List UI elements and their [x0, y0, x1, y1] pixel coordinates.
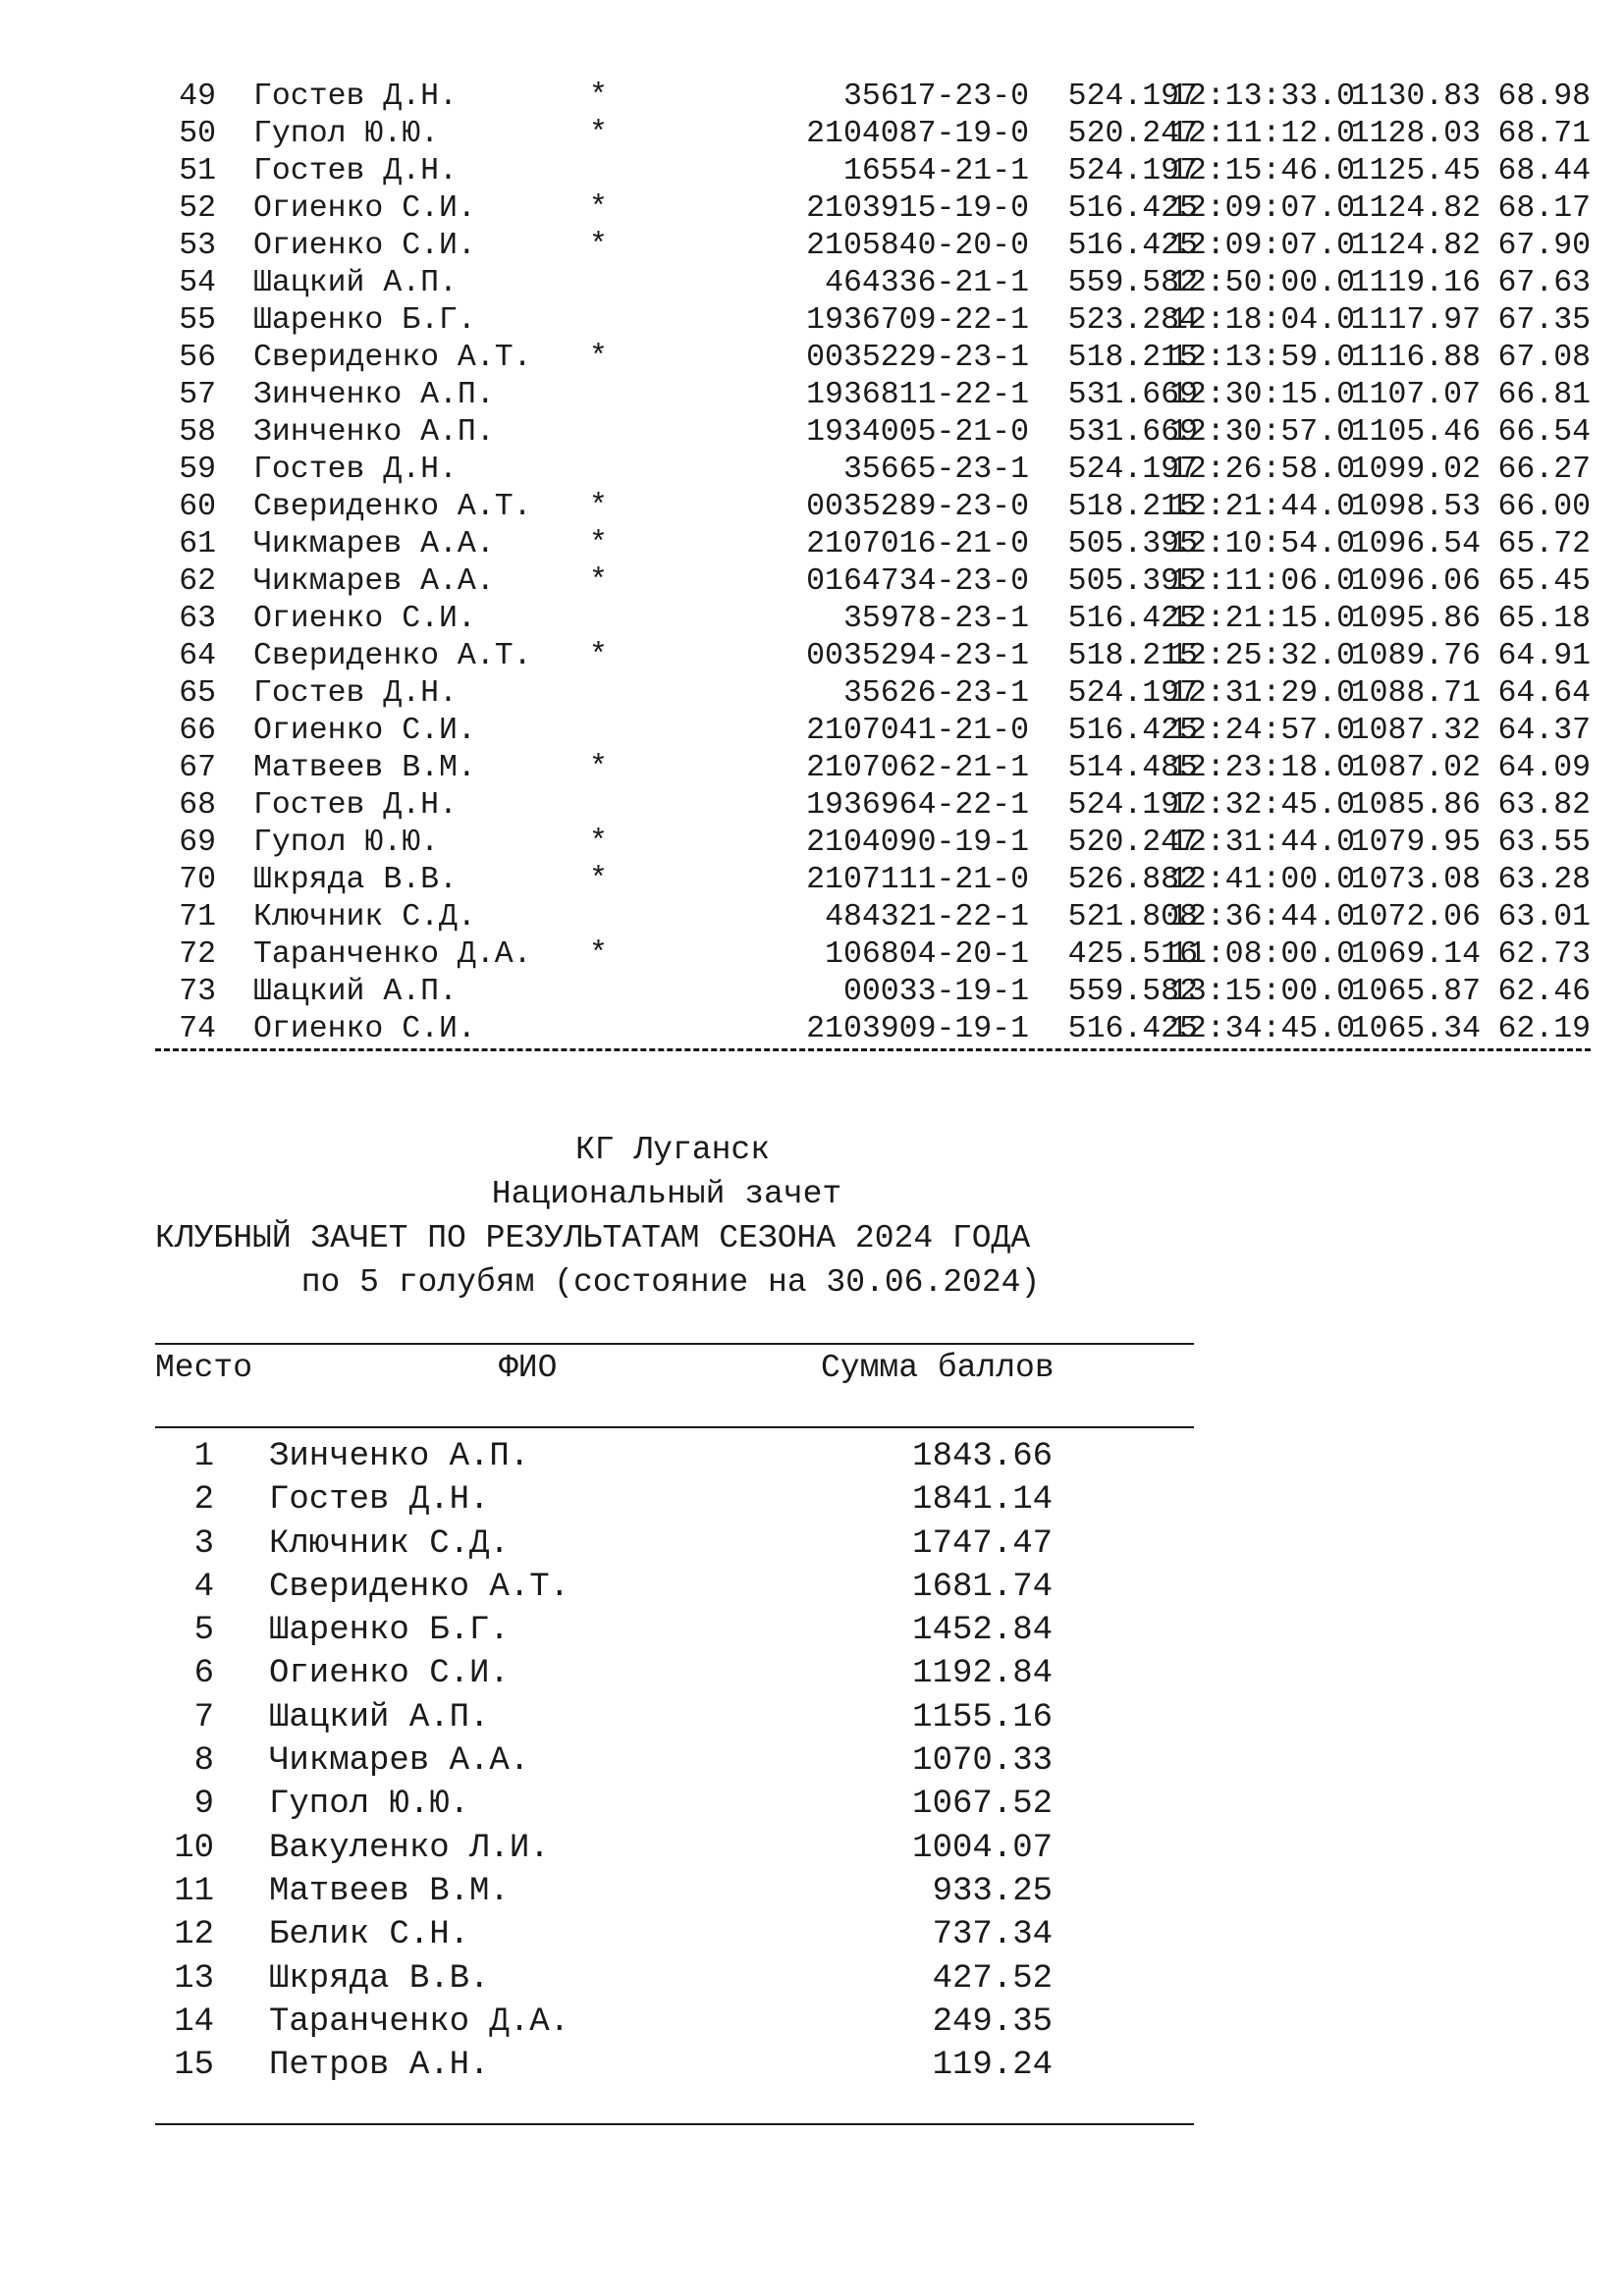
result-points: 66.54 [1497, 415, 1591, 450]
table-row [155, 1739, 1196, 1783]
result-star: * [589, 527, 608, 561]
result-points: 64.64 [1497, 676, 1591, 711]
result-speed: 1096.06 [1350, 564, 1481, 599]
result-place: 52 [179, 191, 216, 226]
standing-place: 13 [174, 1959, 214, 1998]
standing-place: 9 [193, 1786, 214, 1824]
table-row [155, 1435, 1196, 1478]
table-row [157, 79, 1591, 116]
result-place: 72 [179, 937, 216, 972]
result-points: 68.98 [1497, 80, 1591, 114]
result-dist: 524.197 [1067, 788, 1198, 823]
result-points: 67.08 [1497, 341, 1591, 375]
result-ring: 1934005-21-0 [806, 415, 1029, 450]
result-time: 11:08:00.0 [1168, 937, 1355, 972]
standing-name: Чикмарев А.А. [269, 1742, 530, 1781]
header-rule-top [155, 1343, 1194, 1345]
result-time: 12:25:32.0 [1168, 639, 1355, 673]
dashed-divider [155, 1048, 1591, 1051]
result-time: 12:36:44.0 [1168, 900, 1355, 934]
result-name: Гостев Д.Н. [253, 676, 458, 711]
standing-sum: 1067.52 [912, 1786, 1053, 1824]
table-row [155, 1609, 1196, 1652]
result-time: 12:26:58.0 [1168, 453, 1355, 487]
result-dist: 559.582 [1067, 975, 1198, 1009]
standing-place: 6 [193, 1655, 214, 1693]
result-ring: 35665-23-1 [842, 453, 1029, 487]
result-dist: 505.395 [1067, 527, 1198, 561]
standing-place: 8 [193, 1742, 214, 1781]
result-dist: 505.395 [1067, 564, 1198, 599]
result-time: 12:11:06.0 [1168, 564, 1355, 599]
result-points: 63.82 [1497, 788, 1591, 823]
table-row [157, 750, 1591, 787]
result-speed: 1073.08 [1350, 863, 1481, 897]
standing-place: 2 [193, 1481, 214, 1520]
table-row [157, 638, 1591, 675]
table-row [157, 1011, 1591, 1048]
standing-name: Шацкий А.П. [269, 1698, 490, 1736]
standing-name: Гостев Д.Н. [269, 1481, 490, 1520]
table-row [157, 340, 1591, 377]
result-points: 62.19 [1497, 1012, 1591, 1046]
standing-name: Свериденко А.Т. [269, 1568, 570, 1606]
result-dist: 425.516 [1067, 937, 1198, 972]
result-points: 65.18 [1497, 602, 1591, 636]
standing-sum: 1747.47 [912, 1524, 1053, 1563]
result-place: 63 [179, 602, 216, 636]
result-time: 12:32:45.0 [1168, 788, 1355, 823]
standing-place: 11 [174, 1872, 214, 1910]
result-name: Таранченко Д.А. [253, 937, 532, 972]
header-rule-bottom [155, 1426, 1194, 1428]
result-speed: 1124.82 [1350, 191, 1481, 226]
result-points: 66.27 [1497, 453, 1591, 487]
result-place: 54 [179, 266, 216, 300]
standing-place: 15 [174, 2047, 214, 2085]
result-star: * [589, 863, 608, 897]
table-row [157, 526, 1591, 563]
standing-sum: 737.34 [932, 1916, 1053, 1954]
result-speed: 1095.86 [1350, 602, 1481, 636]
table-row [157, 862, 1591, 899]
result-name: Гупол Ю.Ю. [253, 826, 440, 860]
standing-sum: 1155.16 [912, 1698, 1053, 1736]
club-standings-table [155, 1435, 1196, 2087]
table-row [157, 190, 1591, 228]
standing-name: Огиенко С.И. [269, 1655, 510, 1693]
table-row [157, 228, 1591, 265]
result-time: 13:15:00.0 [1168, 975, 1355, 1009]
result-ring: 00033-19-1 [842, 975, 1029, 1009]
result-dist: 559.582 [1067, 266, 1198, 300]
result-dist: 531.669 [1067, 415, 1198, 450]
result-ring: 2107062-21-1 [806, 751, 1029, 785]
result-name: Гостев Д.Н. [253, 788, 458, 823]
result-ring: 2105840-20-0 [806, 229, 1029, 263]
result-ring: 2103915-19-0 [806, 191, 1029, 226]
result-place: 74 [179, 1012, 216, 1046]
result-star: * [589, 80, 608, 114]
table-row [157, 377, 1591, 414]
result-speed: 1072.06 [1350, 900, 1481, 934]
result-speed: 1089.76 [1350, 639, 1481, 673]
result-points: 68.44 [1497, 154, 1591, 188]
result-dist: 520.247 [1067, 117, 1198, 151]
result-dist: 514.485 [1067, 751, 1198, 785]
result-name: Огиенко С.И. [253, 191, 476, 226]
table-row [157, 563, 1591, 601]
result-ring: 1936811-22-1 [806, 378, 1029, 412]
result-place: 58 [179, 415, 216, 450]
result-star: * [589, 490, 608, 524]
result-place: 73 [179, 975, 216, 1009]
result-time: 12:10:54.0 [1168, 527, 1355, 561]
result-points: 68.71 [1497, 117, 1591, 151]
result-time: 12:30:57.0 [1168, 415, 1355, 450]
result-place: 50 [179, 117, 216, 151]
result-name: Шаренко Б.Г. [253, 303, 476, 338]
table-row [157, 414, 1591, 452]
result-dist: 518.215 [1067, 639, 1198, 673]
result-ring: 2107016-21-0 [806, 527, 1029, 561]
result-name: Гупол Ю.Ю. [253, 117, 440, 151]
result-points: 64.91 [1497, 639, 1591, 673]
table-row [155, 1957, 1196, 2001]
result-points: 62.73 [1497, 937, 1591, 972]
result-ring: 0035289-23-0 [806, 490, 1029, 524]
result-points: 67.35 [1497, 303, 1591, 338]
result-star: * [589, 751, 608, 785]
result-ring: 2107111-21-0 [806, 863, 1029, 897]
table-row [157, 713, 1591, 750]
result-time: 12:09:07.0 [1168, 191, 1355, 226]
standing-place: 12 [174, 1916, 214, 1954]
table-row [157, 489, 1591, 526]
table-row [155, 1913, 1196, 1956]
column-header-sum: Сумма баллов [821, 1350, 1055, 1386]
result-speed: 1130.83 [1350, 80, 1481, 114]
result-place: 57 [179, 378, 216, 412]
result-dist: 524.197 [1067, 453, 1198, 487]
result-place: 64 [179, 639, 216, 673]
result-place: 61 [179, 527, 216, 561]
result-dist: 521.808 [1067, 900, 1198, 934]
result-name: Ключник С.Д. [253, 900, 476, 934]
result-name: Чикмарев А.А. [253, 564, 495, 599]
standing-place: 1 [193, 1438, 214, 1475]
table-row [157, 675, 1591, 713]
result-speed: 1117.97 [1350, 303, 1481, 338]
standing-sum: 933.25 [932, 1872, 1053, 1910]
club-subtitle: Национальный зачет [491, 1176, 842, 1212]
result-name: Чикмарев А.А. [253, 527, 495, 561]
result-dist: 518.215 [1067, 490, 1198, 524]
table-row [155, 1478, 1196, 1522]
standing-sum: 1841.14 [912, 1481, 1053, 1520]
result-ring: 2104087-19-0 [806, 117, 1029, 151]
result-time: 12:23:18.0 [1168, 751, 1355, 785]
result-speed: 1087.32 [1350, 714, 1481, 748]
race-results-table [157, 79, 1591, 1048]
result-ring: 0035294-23-1 [806, 639, 1029, 673]
result-name: Огиенко С.И. [253, 714, 476, 748]
table-row [155, 1783, 1196, 1826]
table-row [157, 899, 1591, 936]
result-place: 59 [179, 453, 216, 487]
result-speed: 1116.88 [1350, 341, 1481, 375]
standing-place: 14 [174, 2002, 214, 2041]
result-ring: 35617-23-0 [842, 80, 1029, 114]
standing-sum: 1843.66 [912, 1438, 1053, 1475]
standing-name: Петров А.Н. [269, 2047, 490, 2085]
table-row [157, 452, 1591, 489]
table-row [157, 153, 1591, 190]
result-star: * [589, 341, 608, 375]
result-ring: 35626-23-1 [842, 676, 1029, 711]
standing-place: 3 [193, 1524, 214, 1563]
result-star: * [589, 639, 608, 673]
result-dist: 524.197 [1067, 154, 1198, 188]
table-row [155, 2044, 1196, 2087]
standing-sum: 119.24 [932, 2047, 1053, 2085]
result-speed: 1087.02 [1350, 751, 1481, 785]
result-speed: 1128.03 [1350, 117, 1481, 151]
result-points: 62.46 [1497, 975, 1591, 1009]
result-place: 51 [179, 154, 216, 188]
result-points: 64.37 [1497, 714, 1591, 748]
standing-sum: 1070.33 [912, 1742, 1053, 1781]
result-points: 64.09 [1497, 751, 1591, 785]
result-name: Зинченко А.П. [253, 378, 495, 412]
table-rule-end [155, 2123, 1194, 2125]
standing-name: Гупол Ю.Ю. [269, 1786, 470, 1824]
standing-name: Ключник С.Д. [269, 1524, 510, 1563]
result-speed: 1065.34 [1350, 1012, 1481, 1046]
result-time: 12:11:12.0 [1168, 117, 1355, 151]
result-speed: 1088.71 [1350, 676, 1481, 711]
result-dist: 516.425 [1067, 714, 1198, 748]
result-place: 71 [179, 900, 216, 934]
table-row [155, 1870, 1196, 1913]
standing-sum: 1192.84 [912, 1655, 1053, 1693]
table-row [157, 116, 1591, 153]
result-time: 12:24:57.0 [1168, 714, 1355, 748]
standing-sum: 249.35 [932, 2002, 1053, 2041]
result-time: 12:31:44.0 [1168, 826, 1355, 860]
result-name: Шацкий А.П. [253, 975, 458, 1009]
result-points: 66.81 [1497, 378, 1591, 412]
table-row [157, 601, 1591, 638]
result-dist: 523.284 [1067, 303, 1198, 338]
table-row [157, 974, 1591, 1011]
result-place: 68 [179, 788, 216, 823]
result-ring: 35978-23-1 [842, 602, 1029, 636]
result-time: 12:34:45.0 [1168, 1012, 1355, 1046]
result-speed: 1119.16 [1350, 266, 1481, 300]
result-time: 12:41:00.0 [1168, 863, 1355, 897]
result-speed: 1105.46 [1350, 415, 1481, 450]
result-place: 70 [179, 863, 216, 897]
standing-name: Таранченко Д.А. [269, 2002, 570, 2041]
result-dist: 526.882 [1067, 863, 1198, 897]
result-speed: 1096.54 [1350, 527, 1481, 561]
table-row [157, 787, 1591, 825]
result-name: Свериденко А.Т. [253, 490, 532, 524]
result-speed: 1069.14 [1350, 937, 1481, 972]
result-name: Матвеев В.М. [253, 751, 476, 785]
table-row [155, 2001, 1196, 2044]
result-time: 12:31:29.0 [1168, 676, 1355, 711]
result-points: 63.01 [1497, 900, 1591, 934]
result-ring: 2107041-21-0 [806, 714, 1029, 748]
result-points: 66.00 [1497, 490, 1591, 524]
result-name: Огиенко С.И. [253, 1012, 476, 1046]
result-time: 12:21:15.0 [1168, 602, 1355, 636]
result-points: 63.28 [1497, 863, 1591, 897]
standing-name: Белик С.Н. [269, 1916, 470, 1954]
result-ring: 1936964-22-1 [806, 788, 1029, 823]
result-place: 55 [179, 303, 216, 338]
standing-place: 4 [193, 1568, 214, 1606]
result-points: 65.72 [1497, 527, 1591, 561]
standing-name: Матвеев В.М. [269, 1872, 510, 1910]
result-speed: 1098.53 [1350, 490, 1481, 524]
result-place: 56 [179, 341, 216, 375]
result-time: 12:09:07.0 [1168, 229, 1355, 263]
result-ring: 106804-20-1 [825, 937, 1029, 972]
table-row [155, 1566, 1196, 1609]
result-speed: 1125.45 [1350, 154, 1481, 188]
result-star: * [589, 826, 608, 860]
result-ring: 484321-22-1 [825, 900, 1029, 934]
result-dist: 524.197 [1067, 80, 1198, 114]
result-time: 12:21:44.0 [1168, 490, 1355, 524]
result-dist: 524.197 [1067, 676, 1198, 711]
result-ring: 464336-21-1 [825, 266, 1029, 300]
table-row [155, 1522, 1196, 1566]
result-name: Гостев Д.Н. [253, 154, 458, 188]
standing-sum: 1004.07 [912, 1829, 1053, 1867]
result-name: Свериденко А.Т. [253, 639, 532, 673]
standing-name: Шкряда В.В. [269, 1959, 490, 1998]
result-points: 65.45 [1497, 564, 1591, 599]
result-place: 49 [179, 80, 216, 114]
result-name: Шкряда В.В. [253, 863, 458, 897]
result-star: * [589, 564, 608, 599]
standings-heading: КЛУБНЫЙ ЗАЧЕТ ПО РЕЗУЛЬТАТАМ СЕЗОНА 2024 ГОДА [155, 1220, 1031, 1256]
table-row [155, 1652, 1196, 1695]
result-name: Гостев Д.Н. [253, 80, 458, 114]
table-row [155, 1696, 1196, 1739]
result-points: 67.90 [1497, 229, 1591, 263]
result-speed: 1085.86 [1350, 788, 1481, 823]
result-points: 67.63 [1497, 266, 1591, 300]
standing-sum: 1452.84 [912, 1612, 1053, 1650]
result-place: 65 [179, 676, 216, 711]
result-ring: 1936709-22-1 [806, 303, 1029, 338]
standing-name: Вакуленко Л.И. [269, 1829, 550, 1867]
result-points: 63.55 [1497, 826, 1591, 860]
result-time: 12:15:46.0 [1168, 154, 1355, 188]
result-place: 66 [179, 714, 216, 748]
standing-name: Зинченко А.П. [269, 1438, 530, 1475]
column-header-name: ФИО [499, 1350, 558, 1386]
club-title: КГ Луганск [574, 1132, 771, 1168]
table-row [157, 936, 1591, 974]
standing-sum: 427.52 [932, 1959, 1053, 1998]
standing-place: 5 [193, 1612, 214, 1650]
result-star: * [589, 937, 608, 972]
result-star: * [589, 229, 608, 263]
result-dist: 520.247 [1067, 826, 1198, 860]
standings-column-headers [155, 1350, 1196, 1393]
result-ring: 2104090-19-1 [806, 826, 1029, 860]
result-ring: 0035229-23-1 [806, 341, 1029, 375]
result-speed: 1065.87 [1350, 975, 1481, 1009]
result-name: Свериденко А.Т. [253, 341, 532, 375]
result-place: 67 [179, 751, 216, 785]
standings-condition: по 5 голубям (состояние на 30.06.2024) [300, 1264, 1041, 1301]
table-row [155, 1827, 1196, 1870]
result-ring: 16554-21-1 [842, 154, 1029, 188]
result-speed: 1107.07 [1350, 378, 1481, 412]
table-row [157, 825, 1591, 862]
result-dist: 516.425 [1067, 191, 1198, 226]
result-name: Шацкий А.П. [253, 266, 458, 300]
result-star: * [589, 191, 608, 226]
result-ring: 0164734-23-0 [806, 564, 1029, 599]
result-speed: 1099.02 [1350, 453, 1481, 487]
result-name: Зинченко А.П. [253, 415, 495, 450]
result-time: 12:50:00.0 [1168, 266, 1355, 300]
result-dist: 516.425 [1067, 1012, 1198, 1046]
result-speed: 1079.95 [1350, 826, 1481, 860]
table-row [157, 265, 1591, 302]
result-dist: 518.215 [1067, 341, 1198, 375]
result-ring: 2103909-19-1 [806, 1012, 1029, 1046]
result-place: 62 [179, 564, 216, 599]
result-star: * [589, 117, 608, 151]
standing-place: 7 [193, 1698, 214, 1736]
result-name: Гостев Д.Н. [253, 453, 458, 487]
result-place: 60 [179, 490, 216, 524]
result-points: 68.17 [1497, 191, 1591, 226]
standing-place: 10 [174, 1829, 214, 1867]
result-time: 12:13:59.0 [1168, 341, 1355, 375]
result-place: 53 [179, 229, 216, 263]
result-name: Огиенко С.И. [253, 602, 476, 636]
result-time: 12:18:04.0 [1168, 303, 1355, 338]
result-dist: 516.425 [1067, 229, 1198, 263]
result-speed: 1124.82 [1350, 229, 1481, 263]
result-time: 12:13:33.0 [1168, 80, 1355, 114]
result-time: 12:30:15.0 [1168, 378, 1355, 412]
table-row [157, 302, 1591, 340]
standing-sum: 1681.74 [912, 1568, 1053, 1606]
standing-name: Шаренко Б.Г. [269, 1612, 510, 1650]
column-header-place: Место [155, 1350, 253, 1386]
result-place: 69 [179, 826, 216, 860]
result-dist: 516.425 [1067, 602, 1198, 636]
result-dist: 531.669 [1067, 378, 1198, 412]
result-name: Огиенко С.И. [253, 229, 476, 263]
